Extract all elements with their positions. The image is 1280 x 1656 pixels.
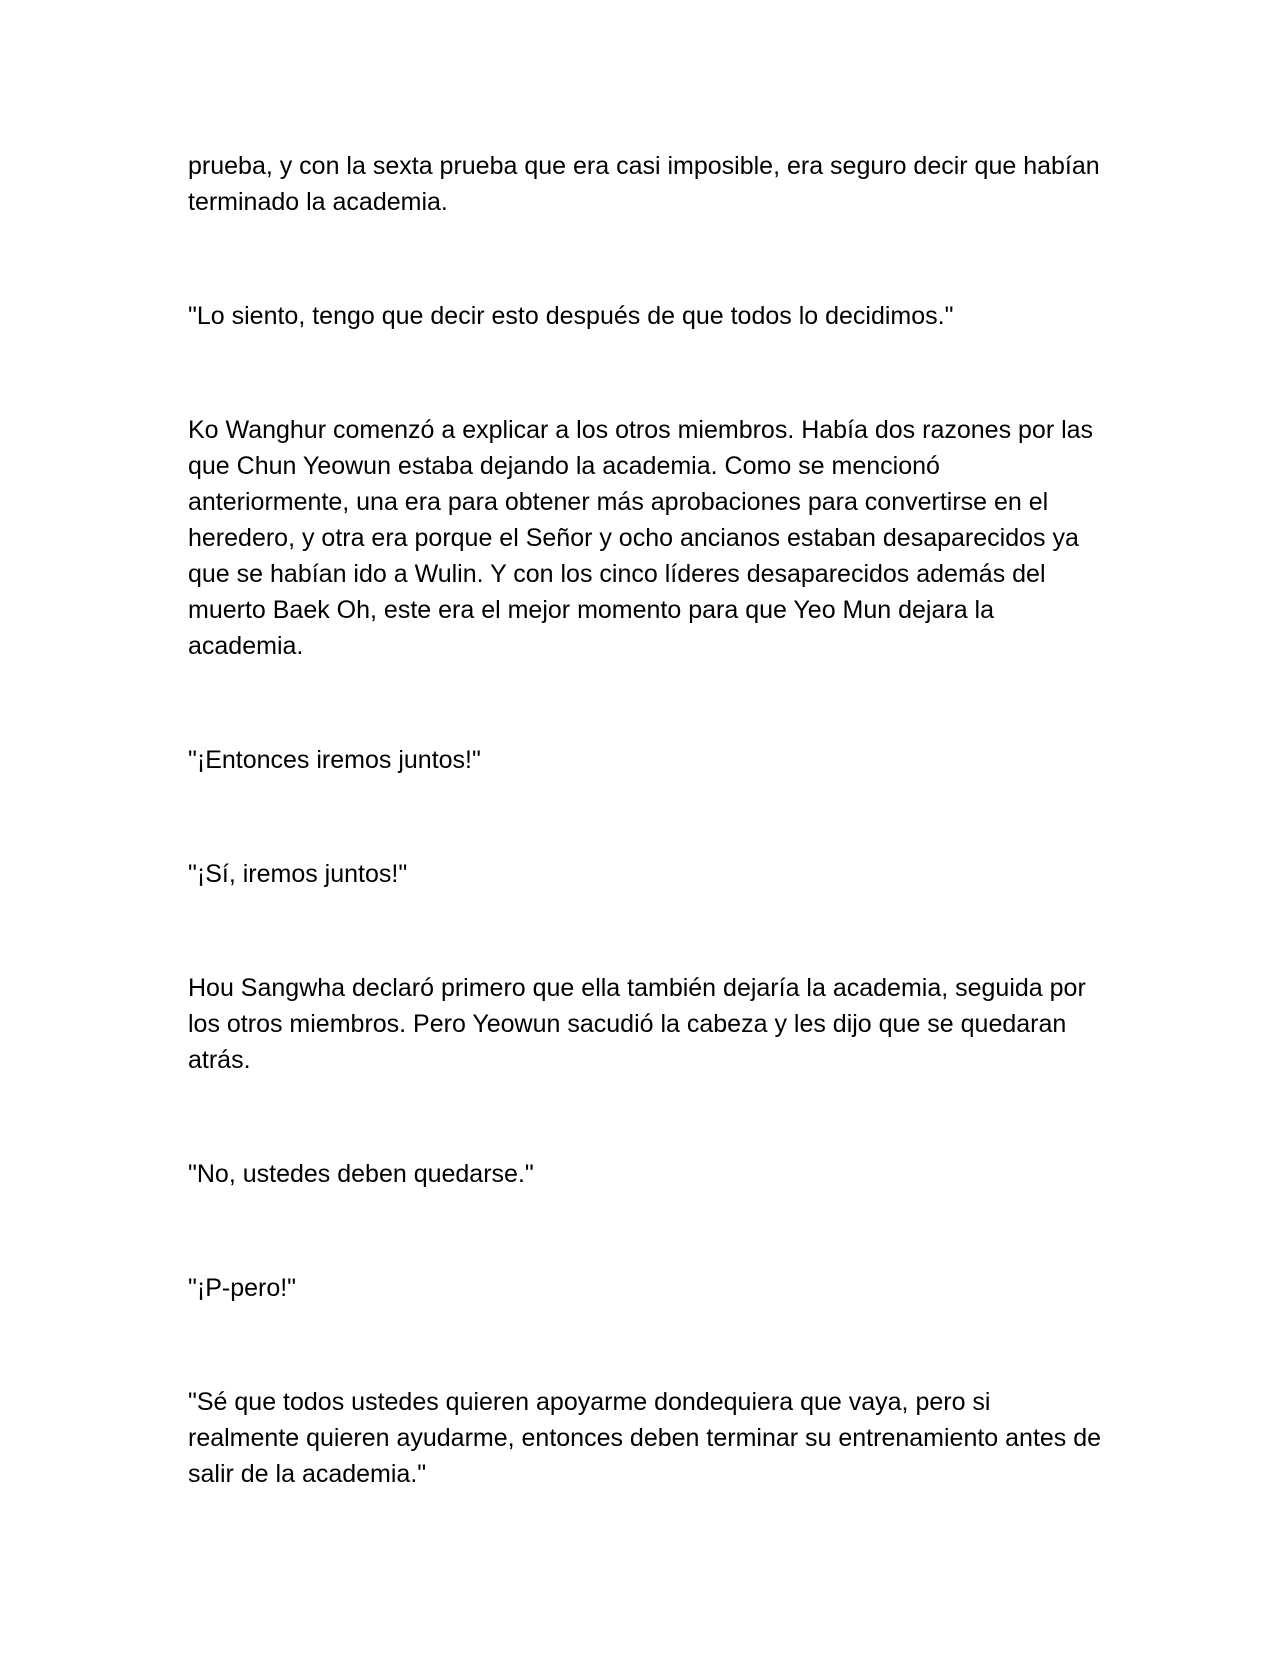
paragraph-3: Ko Wanghur comenzó a explicar a los otros miembros. Había dos razones por las que Chun Yeowun estaba dejando la academia. Como se mencionó anteriormente, una era para obtener más aprobaciones para convertirse en el heredero, y otra era porque el Señor y ocho ancianos estaban desaparecidos ya que se habían ido a Wulin. Y con los cinco líderes desaparecidos además del muerto Baek Oh, este era el mejor momento para que Yeo Mun dejara la academia. (188, 416, 1094, 660)
paragraph-2: "Lo siento, tengo que decir esto después de que todos lo decidimos." (188, 302, 954, 330)
paragraph-6: Hou Sangwha declaró primero que ella también dejaría la academia, seguida por los otros miembros. Pero Yeowun sacudió la cabeza y les dijo que se quedaran atrás. (188, 974, 1086, 1074)
paragraph-9: "Sé que todos ustedes quieren apoyarme dondequiera que vaya, pero si realmente quieren ayudarme, entonces deben terminar su entrenamiento antes de salir de la academia." (188, 1388, 1102, 1488)
paragraph-1: prueba, y con la sexta prueba que era casi imposible, era seguro decir que habían terminado la academia. (188, 152, 1100, 216)
paragraph-8: "¡P-pero!" (188, 1274, 297, 1302)
paragraph-4: "¡Entonces iremos juntos!" (188, 746, 481, 774)
paragraph-5: "¡Sí, iremos juntos!" (188, 860, 408, 888)
document-body (188, 148, 1108, 1492)
paragraph-7: "No, ustedes deben quedarse." (188, 1160, 534, 1188)
